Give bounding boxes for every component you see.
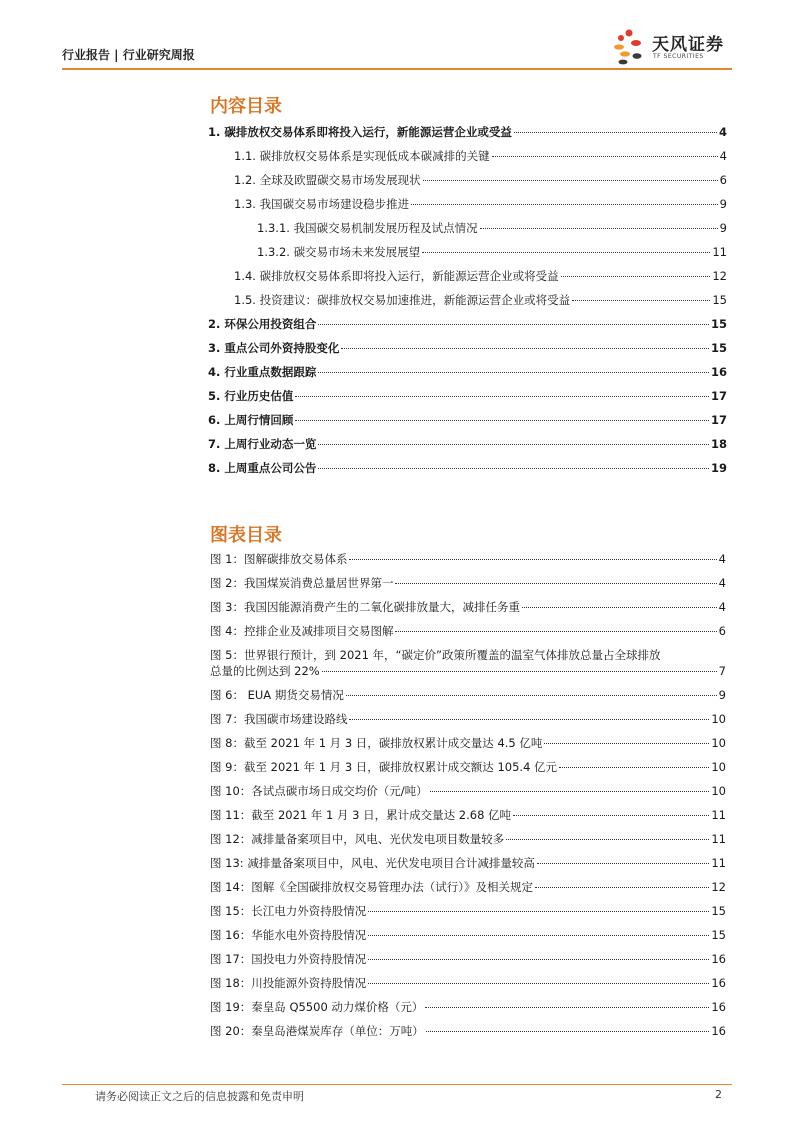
figure-entry[interactable] bbox=[210, 623, 726, 639]
dot-leader bbox=[423, 180, 718, 181]
dot-leader bbox=[395, 631, 716, 632]
figure-entry-title: 图 5：世界银行预计，到 2021 年，“碳定价”政策所覆盖的温室气体排放总量占全球排放 bbox=[210, 648, 661, 662]
figure-entry-page: 11 bbox=[711, 832, 726, 846]
toc-entry[interactable] bbox=[234, 268, 727, 284]
company-logo bbox=[612, 28, 732, 68]
toc-entry[interactable] bbox=[208, 460, 727, 476]
figure-entry-page: 10 bbox=[711, 784, 726, 798]
toc-entry-title: 1.4. 碳排放权交易体系即将投入运行，新能源运营企业或将受益 bbox=[234, 269, 559, 283]
figure-entry[interactable] bbox=[210, 903, 726, 919]
figures-title: 图表目录 bbox=[210, 525, 282, 546]
toc-entry[interactable] bbox=[208, 124, 727, 140]
toc-entry-page: 16 bbox=[710, 365, 727, 379]
toc-entry-title: 1.5. 投资建议：碳排放权交易加速推进，新能源运营企业或将受益 bbox=[234, 293, 571, 307]
toc-entry-title: 8. 上周重点公司公告 bbox=[208, 461, 317, 475]
page-header bbox=[62, 32, 732, 72]
footer-divider bbox=[62, 1084, 732, 1085]
figure-entry[interactable] bbox=[210, 647, 726, 679]
toc-entry-page: 12 bbox=[712, 269, 727, 283]
toc-entry-title: 1. 碳排放权交易体系即将投入运行，新能源运营企业或受益 bbox=[208, 125, 512, 139]
toc-entry-page: 11 bbox=[712, 245, 727, 259]
dot-leader bbox=[295, 420, 709, 421]
dot-leader bbox=[513, 815, 709, 816]
dot-leader bbox=[422, 252, 710, 253]
figure-entry-page: 11 bbox=[711, 856, 726, 870]
toc-entry[interactable] bbox=[208, 316, 727, 332]
logo-text-en: TF SECURITIES bbox=[653, 53, 704, 60]
toc-entry-page: 15 bbox=[712, 293, 727, 307]
dot-leader bbox=[318, 444, 709, 445]
dot-leader bbox=[349, 559, 716, 560]
figure-entry-title: 图 1：图解碳排放交易体系 bbox=[210, 552, 348, 566]
figure-entry[interactable] bbox=[210, 999, 726, 1015]
figure-entry-title: 图 16：华能水电外资持股情况 bbox=[210, 928, 367, 942]
dot-leader bbox=[514, 132, 717, 133]
figure-entry-page: 4 bbox=[718, 552, 726, 566]
toc-entry[interactable] bbox=[257, 220, 727, 236]
logo-text-cn: 天风证券 bbox=[652, 35, 724, 55]
toc-entry-title: 1.1. 碳排放权交易体系是实现低成本碳减排的关键 bbox=[234, 149, 490, 163]
figure-entry[interactable] bbox=[210, 927, 726, 943]
figure-entry-title: 图 7：我国碳市场建设路线 bbox=[210, 712, 348, 726]
dot-leader bbox=[411, 204, 718, 205]
dot-leader bbox=[346, 695, 717, 696]
toc-entry-page: 9 bbox=[719, 221, 727, 235]
figure-entry-page: 10 bbox=[711, 760, 726, 774]
figure-entry[interactable] bbox=[210, 759, 726, 775]
figure-entry-title: 图 15：长江电力外资持股情况 bbox=[210, 904, 367, 918]
figure-entry-page: 4 bbox=[718, 600, 726, 614]
toc-entry-title: 1.3.1. 我国碳交易机制发展历程及试点情况 bbox=[257, 221, 478, 235]
figure-entry-title: 图 6： EUA 期货交易情况 bbox=[210, 688, 344, 702]
toc-entry[interactable] bbox=[208, 364, 727, 380]
toc-entry-page: 4 bbox=[718, 125, 727, 139]
toc-entry[interactable] bbox=[234, 172, 727, 188]
figure-entry[interactable] bbox=[210, 551, 726, 567]
dot-leader bbox=[368, 911, 709, 912]
dot-leader bbox=[480, 228, 718, 229]
toc-entry-page: 17 bbox=[710, 413, 727, 427]
figure-entry-page: 12 bbox=[711, 880, 726, 894]
toc-entry[interactable] bbox=[208, 340, 727, 356]
figure-entry-page: 11 bbox=[711, 808, 726, 822]
toc-entry-title: 1.3.2. 碳交易市场未来发展展望 bbox=[257, 245, 421, 259]
figure-entry[interactable] bbox=[210, 735, 726, 751]
toc-entry-title: 1.2. 全球及欧盟碳交易市场发展现状 bbox=[234, 173, 421, 187]
figure-entry-page: 6 bbox=[718, 624, 726, 638]
figure-entry[interactable] bbox=[210, 1023, 726, 1039]
toc-entry-page: 4 bbox=[719, 149, 727, 163]
figure-entry[interactable] bbox=[210, 975, 726, 991]
toc-entry-page: 17 bbox=[710, 389, 727, 403]
figure-entry[interactable] bbox=[210, 807, 726, 823]
figure-entry-page: 16 bbox=[711, 952, 726, 966]
figure-entry[interactable] bbox=[210, 879, 726, 895]
dot-leader bbox=[535, 887, 709, 888]
dot-leader bbox=[318, 468, 709, 469]
figure-entry-title: 图 17：国投电力外资持股情况 bbox=[210, 952, 367, 966]
figure-entry-page: 7 bbox=[718, 664, 726, 678]
dot-leader bbox=[426, 1031, 710, 1032]
toc-entry[interactable] bbox=[234, 292, 727, 308]
figure-entry-page: 10 bbox=[711, 712, 726, 726]
toc-entry-page: 19 bbox=[710, 461, 727, 475]
dot-leader bbox=[537, 863, 710, 864]
report-category: 行业报告 | 行业研究周报 bbox=[62, 48, 195, 62]
dot-leader bbox=[368, 959, 709, 960]
figure-entry[interactable] bbox=[210, 711, 726, 727]
figure-entry-title: 图 2：我国煤炭消费总量居世界第一 bbox=[210, 576, 394, 590]
figure-entry-page: 16 bbox=[711, 1024, 726, 1038]
figure-entry[interactable] bbox=[210, 575, 726, 591]
dot-leader bbox=[368, 935, 709, 936]
toc-entry-page: 15 bbox=[710, 317, 727, 331]
dot-leader bbox=[368, 983, 709, 984]
dot-leader bbox=[322, 671, 717, 672]
toc-entry-page: 18 bbox=[710, 437, 727, 451]
toc-entry[interactable] bbox=[234, 196, 727, 212]
dot-leader bbox=[318, 372, 709, 373]
toc-entry-title: 1.3. 我国碳交易市场建设稳步推进 bbox=[234, 197, 410, 211]
dot-leader bbox=[572, 300, 710, 301]
figure-entry-title: 图 20：秦皇岛港煤炭库存（单位：万吨） bbox=[210, 1024, 424, 1038]
figure-entry-page: 9 bbox=[718, 688, 726, 702]
toc-entry-title: 4. 行业重点数据跟踪 bbox=[208, 365, 317, 379]
toc-entry-title: 6. 上周行情回顾 bbox=[208, 413, 294, 427]
toc-entry[interactable] bbox=[208, 412, 727, 428]
dot-leader bbox=[522, 607, 717, 608]
figure-entry[interactable] bbox=[210, 951, 726, 967]
figure-entry[interactable] bbox=[210, 855, 726, 871]
figure-entry-page: 16 bbox=[711, 976, 726, 990]
toc-entry[interactable] bbox=[257, 244, 727, 260]
toc-entry[interactable] bbox=[208, 388, 727, 404]
figure-entry-title: 图 8：截至 2021 年 1 月 3 日，碳排放权累计成交量达 4.5 亿吨 bbox=[210, 736, 543, 750]
figure-entry[interactable] bbox=[210, 599, 726, 615]
toc-entry-page: 15 bbox=[710, 341, 727, 355]
figure-entry-title: 图 9：截至 2021 年 1 月 3 日，碳排放权累计成交额达 105.4 亿元 bbox=[210, 760, 558, 774]
dot-leader bbox=[559, 767, 709, 768]
toc-entry-title: 3. 重点公司外资持股变化 bbox=[208, 341, 340, 355]
toc-entry-title: 2. 环保公用投资组合 bbox=[208, 317, 317, 331]
figure-entry-page: 15 bbox=[711, 928, 726, 942]
figure-entry-title: 图 13: 减排量备案项目中，风电、光伏发电项目合计减排量较高 bbox=[210, 856, 535, 870]
figure-entry-title-cont: 总量的比例达到 22% bbox=[210, 664, 320, 678]
toc-entry-title: 5. 行业历史估值 bbox=[208, 389, 294, 403]
figure-entry[interactable] bbox=[210, 831, 726, 847]
dot-leader bbox=[341, 348, 709, 349]
dot-leader bbox=[349, 719, 709, 720]
dot-leader bbox=[544, 743, 709, 744]
header-divider bbox=[62, 68, 732, 70]
figure-entry[interactable] bbox=[210, 687, 726, 703]
dot-leader bbox=[395, 583, 716, 584]
toc-entry[interactable] bbox=[234, 148, 727, 164]
toc-entry-page: 9 bbox=[719, 197, 727, 211]
figure-entry-page: 15 bbox=[711, 904, 726, 918]
toc-entry[interactable] bbox=[208, 436, 727, 452]
figure-entry-continuation bbox=[210, 663, 726, 679]
page-number: 2 bbox=[715, 1088, 722, 1101]
figure-entry-title: 图 12：减排量备案项目中，风电、光伏发电项目数量较多 bbox=[210, 832, 505, 846]
toc-entry-title: 7. 上周行业动态一览 bbox=[208, 437, 317, 451]
figure-entry-title: 图 3：我国因能源消费产生的二氧化碳排放量大，减排任务重 bbox=[210, 600, 520, 614]
figure-entry[interactable] bbox=[210, 783, 726, 799]
dot-leader bbox=[561, 276, 711, 277]
dot-leader bbox=[506, 839, 709, 840]
figure-entry-title: 图 10：各试点碳市场日成交均价（元/吨） bbox=[210, 784, 428, 798]
figure-entry-title: 图 11：截至 2021 年 1 月 3 日，累计成交量达 2.68 亿吨 bbox=[210, 808, 512, 822]
footer-disclaimer: 请务必阅读正文之后的信息披露和免责申明 bbox=[95, 1090, 304, 1103]
figure-entry-title: 图 14：图解《全国碳排放权交易管理办法（试行）》及相关规定 bbox=[210, 880, 534, 894]
dot-leader bbox=[295, 396, 709, 397]
contents-title: 内容目录 bbox=[210, 96, 282, 117]
figure-entry-page: 16 bbox=[711, 1000, 726, 1014]
figure-entry-page: 10 bbox=[711, 736, 726, 750]
figure-entry-page: 4 bbox=[718, 576, 726, 590]
dot-leader bbox=[318, 324, 709, 325]
logo-icon bbox=[612, 28, 646, 68]
dot-leader bbox=[492, 156, 718, 157]
figure-entry-title: 图 4：控排企业及减排项目交易图解 bbox=[210, 624, 394, 638]
toc-entry-page: 6 bbox=[719, 173, 727, 187]
figure-entry-title: 图 19：秦皇岛 Q5500 动力煤价格（元） bbox=[210, 1000, 424, 1014]
figure-entry-title: 图 18：川投能源外资持股情况 bbox=[210, 976, 367, 990]
dot-leader bbox=[425, 1007, 709, 1008]
dot-leader bbox=[430, 791, 710, 792]
